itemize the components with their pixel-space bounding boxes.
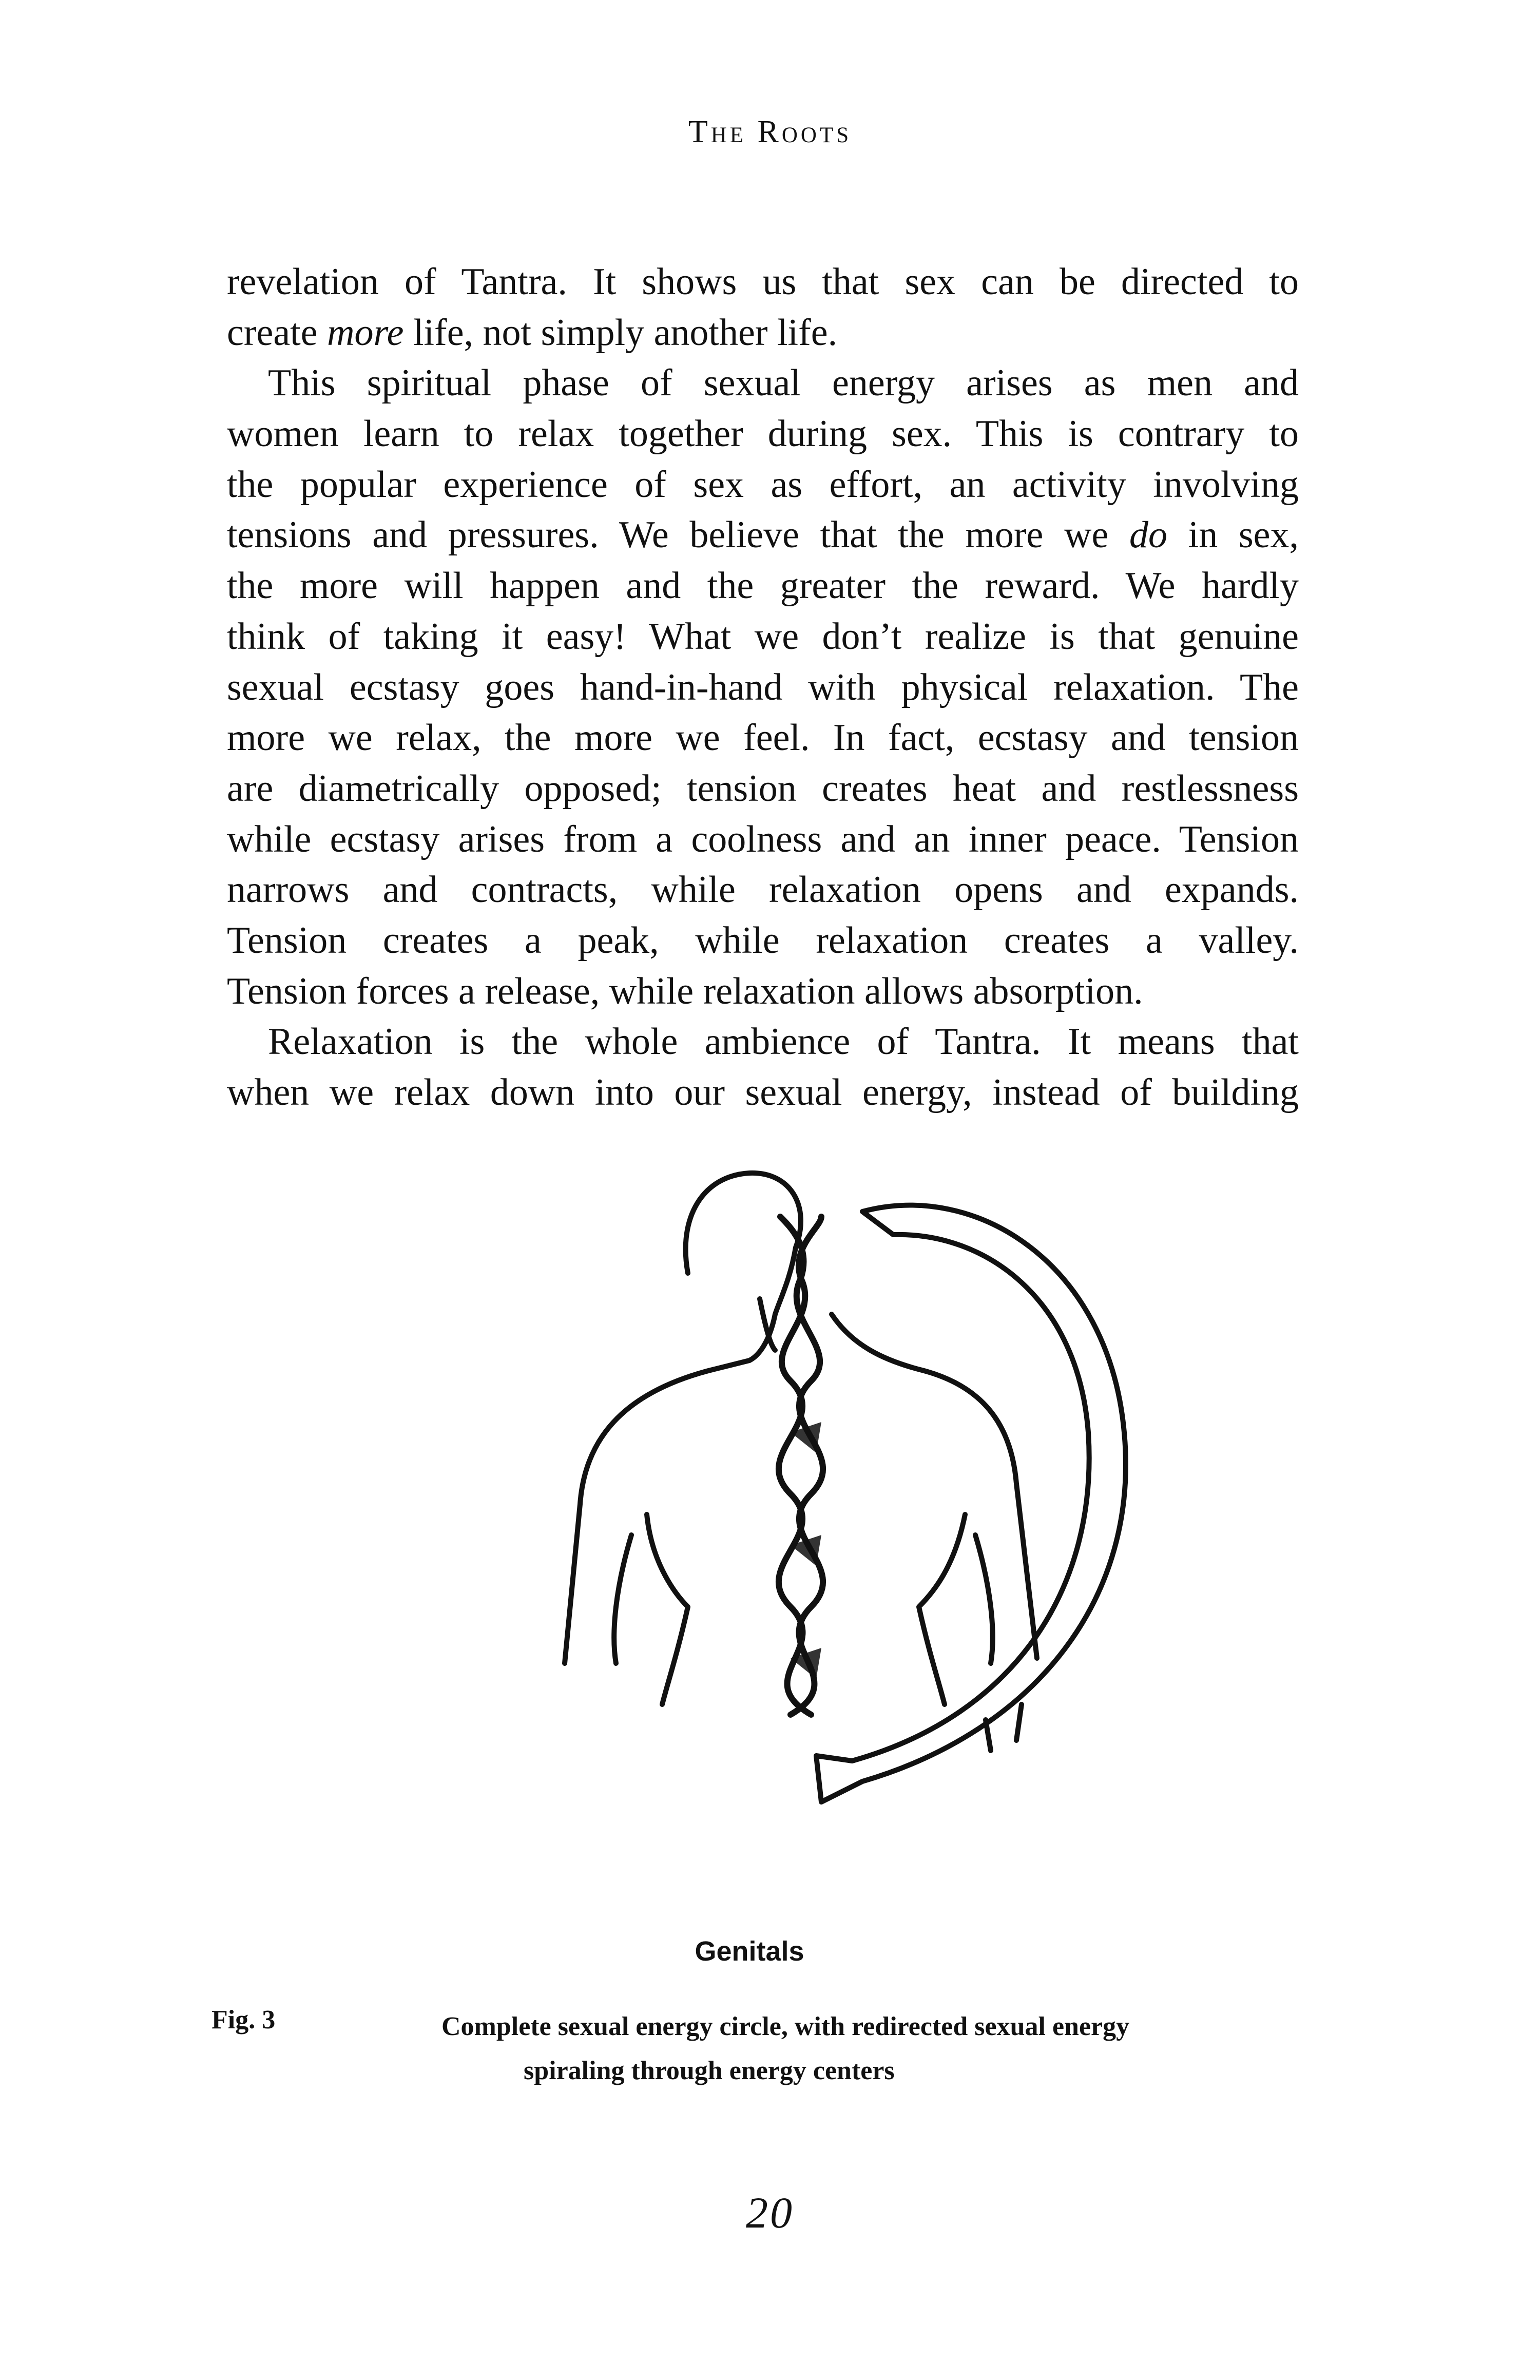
caption-line: Complete sexual energy circle, with redirected sexual energy: [441, 2012, 1130, 2041]
body-text: [227, 257, 1299, 1118]
torso-right: [919, 1514, 965, 1704]
figure-caption: [441, 2005, 1324, 2093]
text-line: more we relax, the more we feel. In fact, ecstasy and tension: [227, 717, 1299, 759]
inner-arm-right: [975, 1535, 993, 1663]
text-line: women learn to relax together during sex. This is contrary to: [227, 413, 1299, 455]
emphasis: do: [1129, 514, 1167, 556]
text-line: the popular experience of sex as effort, an activity involving: [227, 463, 1299, 506]
torso-left: [647, 1514, 688, 1704]
body-outline-left: [565, 1173, 801, 1663]
text-line: while ecstasy arises from a coolness and an inner peace. Tension: [227, 818, 1299, 860]
text-line: create more life, not simply another life.: [227, 311, 838, 354]
figure-label-genitals: Genitals: [695, 1936, 804, 1967]
figure-illustration: [462, 1145, 1181, 1925]
text-line: when we relax down into our sexual energy, instead of building: [227, 1071, 1299, 1114]
text-line: the more will happen and the greater the reward. We hardly: [227, 565, 1299, 607]
energy-arrow-arc: [816, 1205, 1126, 1802]
text-line: think of taking it easy! What we don’t realize is that genuine: [227, 615, 1299, 658]
body-outline-right: [832, 1314, 1037, 1658]
caption-line: spiraling through energy centers: [524, 2056, 895, 2085]
page-number: 20: [746, 2188, 794, 2237]
figure-number: Fig. 3: [211, 2005, 276, 2034]
text-line: revelation of Tantra. It shows us that sex can be directed to: [227, 261, 1299, 303]
text-line: narrows and contracts, while relaxation opens and expands.: [227, 869, 1299, 911]
text-line: This spiritual phase of sexual energy arises as men and: [268, 362, 1299, 405]
hip-mark-right: [1016, 1704, 1022, 1740]
text-line: tensions and pressures. We believe that the more we do in sex,: [227, 514, 1299, 556]
running-head: The Roots: [688, 114, 852, 149]
spiral-strand-b: [780, 1217, 823, 1715]
text-line: are diametrically opposed; tension creates heat and restlessness: [227, 767, 1299, 810]
inner-arm-left: [614, 1535, 631, 1663]
text-line: sexual ecstasy goes hand-in-hand with physical relaxation. The: [227, 666, 1299, 708]
figure-energy-circle: [462, 1145, 1181, 1925]
text-line: Relaxation is the whole ambience of Tantra. It means that: [268, 1021, 1299, 1063]
text-line: Tension forces a release, while relaxation allows absorption.: [227, 970, 1143, 1012]
emphasis: more: [327, 311, 404, 354]
text-line: Tension creates a peak, while relaxation creates a valley.: [227, 919, 1299, 962]
